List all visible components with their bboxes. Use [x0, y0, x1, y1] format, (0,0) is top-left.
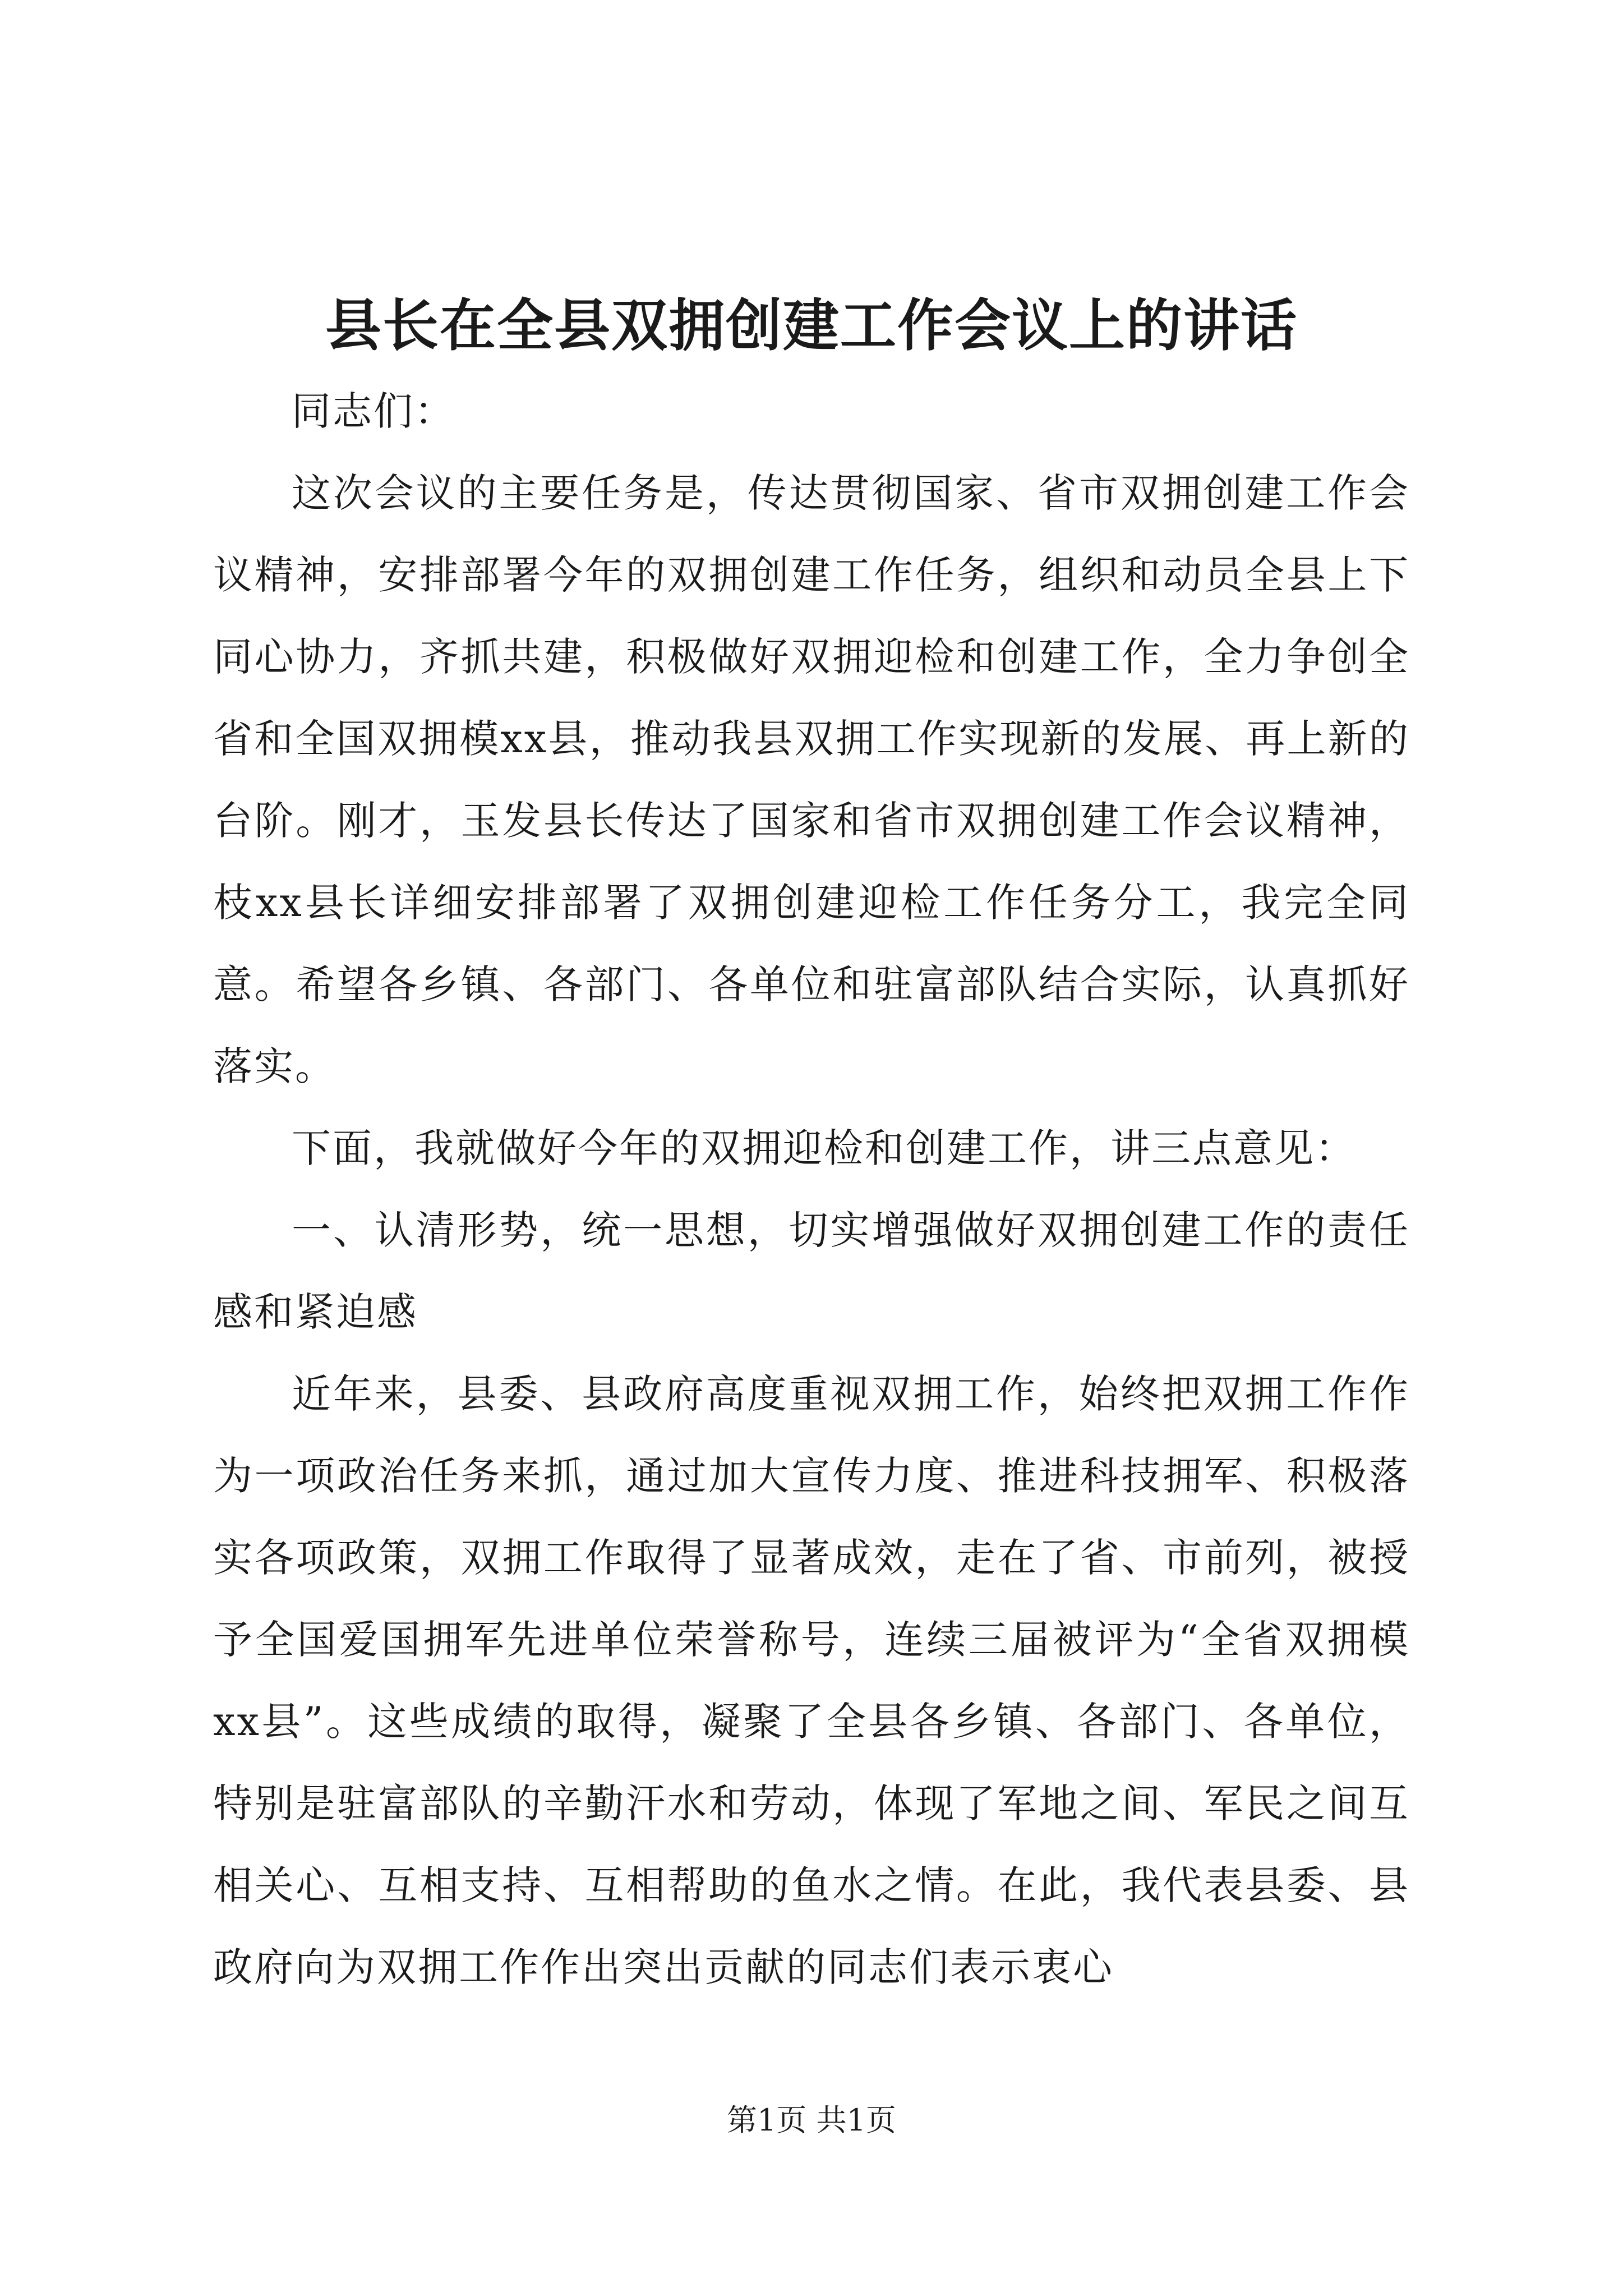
body-paragraph: 下面，我就做好今年的双拥迎检和创建工作，讲三点意见： — [292, 1125, 1356, 1171]
body-paragraph: 近年来，县委、县政府高度重视双拥工作，始终把双拥工作作为一项政治任务来抓，通过加大宣传力度、推进科技拥军、积极落实各项政策，双拥工作取得了显著成效，走在了省、市前列，被授予全国爱国拥军先进单位荣誉称号，连续三届被评为“全省双拥模xx县”。这些成绩的取得，凝聚了全县各乡镇、各部门、各单位，特别是驻富部队的辛勤汗水和劳动，体现了军地之间、军民之间互相关心、互相支持、互相帮助的鱼水之情。在此，我代表县委、县政府向为双拥工作作出突出贡献的同志们表示衷心 — [213, 1371, 1410, 1990]
section-heading: 一、认清形势，统一思想，切实增强做好双拥创建工作的责任感和紧迫感 — [213, 1207, 1410, 1335]
document-body — [213, 370, 1410, 2008]
salutation-paragraph: 同志们： — [292, 388, 455, 434]
document-title: 县长在全县双拥创建工作会议上的讲话 — [325, 292, 1298, 358]
page-footer: 第1页 共1页 — [727, 2102, 896, 2138]
body-paragraph: 这次会议的主要任务是，传达贯彻国家、省市双拥创建工作会议精神，安排部署今年的双拥创建工作任务，组织和动员全县上下同心协力，齐抓共建，积极做好双拥迎检和创建工作，全力争创全省和全国双拥模xx县，推动我县双拥工作实现新的发展、再上新的台阶。刚才，玉发县长传达了国家和省市双拥创建工作会议精神，枝xx县长详细安排部署了双拥创建迎检工作任务分工，我完全同意。希望各乡镇、各部门、各单位和驻富部队结合实际，认真抓好落实。 — [213, 470, 1410, 1089]
